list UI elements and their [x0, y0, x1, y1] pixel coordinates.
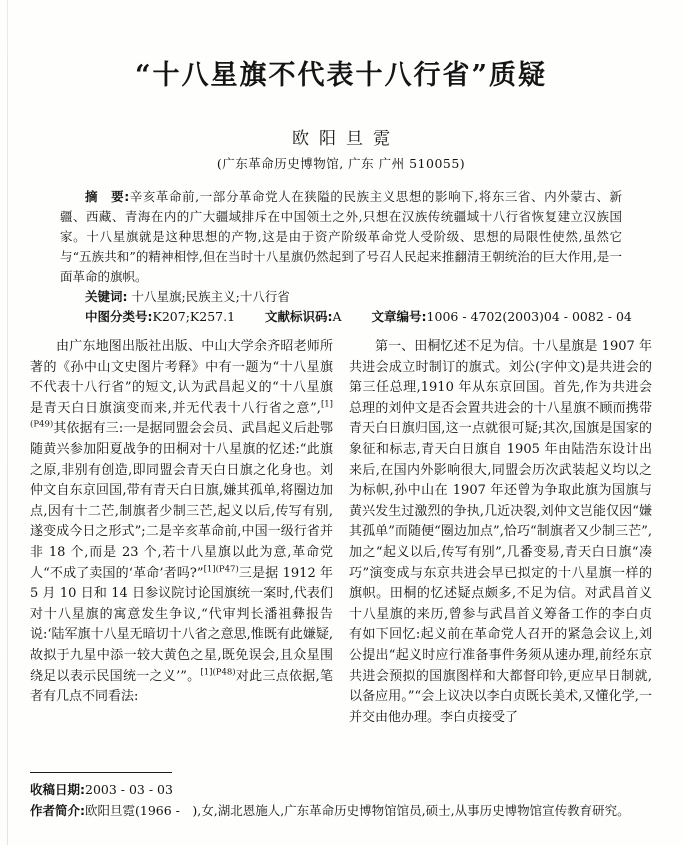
received-date-value: 2003 - 03 - 03 [85, 782, 173, 797]
citation-ref: [1](P48) [200, 667, 236, 678]
author-affiliation: (广东革命历史博物馆, 广东 广州 510055) [216, 156, 466, 171]
abstract-text: 辛亥革命前,一部分革命党人在狭隘的民族主义思想的影响下,将东三省、内外蒙古、新疆、西藏、青海在内的广大疆域排斥在中国领土之外,只想在汉族传统疆域十八行省恢复建立汉族国家。十八星旗就是这种思想的产物,这是由于资产阶级革命党人受阶级、思想的局限性使然,虽然它与“五族共和”的精神相悖,但在当时十八星旗仍然起到了号召人民起来推翻清王朝统治的巨大作用,是一面革命的旗帜。 [60, 189, 622, 284]
received-date [30, 779, 652, 800]
article-id-value: 1006 - 4702(2003)04 - 0082 - 04 [426, 309, 632, 324]
author-bio-value: 欧阳旦霓(1966 - ),女,湖北恩施人,广东革命历史博物馆馆员,硕士,从事历史博物馆宣传教育研究。 [85, 803, 630, 818]
document-code-label: 文献标识码: [265, 309, 333, 324]
classification-line [60, 307, 632, 327]
citation-ref: [1](P47) [203, 564, 239, 575]
received-date-label: 收稿日期: [30, 782, 85, 797]
author-bio [30, 800, 652, 821]
document-code [265, 309, 342, 324]
clc-number [85, 309, 235, 324]
citation-ref: [1](P49) [30, 399, 333, 431]
keywords-label: 关键词: [85, 289, 128, 304]
abstract-label: 摘 要: [85, 189, 130, 204]
abstract [60, 187, 622, 287]
clc-label: 中图分类号: [85, 309, 153, 324]
keywords-text: 十八星旗;民族主义;十八行省 [127, 289, 290, 304]
clc-value: K207;K257.1 [152, 309, 236, 324]
right-column [349, 337, 652, 728]
document-code-value: A [332, 309, 342, 324]
author-bio-label: 作者简介: [30, 803, 85, 818]
keywords [60, 287, 622, 307]
author-name: 欧阳旦霓 [292, 129, 400, 149]
body-paragraph: 第一、田桐忆述不足为信。十八星旗是 1907 年共进会成立时制订的旗式。刘公(字仲文)是共进会的第三任总理,1910 年从东京回国。首先,作为共进会总理的刘仲文是否会置共进会的十八星旗不顾而携带青天白日旗归国,这一点就很可疑;其次,国旗是国家的象征和标志,青天白日旗自 1905 年由陆浩东设计出来后,在国内外影响很大,同盟会历次武装起义均以之为标帜,孙中山在 1907 年还曾为争取此旗为国旗与黄兴发生过激烈的争执,几近决裂,刘仲文岂能仅因“嫌其孤单”而随便“圈边加点”,恰巧“制旗者又少制三芒”,加之“起义以后,传写有别”,几番变易,青天白日旗“凑巧”演变成与东京共进会早已拟定的十八星旗一样的旗帜。田桐的忆述疑点颇多,不足为信。对武昌首义十八星旗的来历,曾参与武昌首义筹备工作的李白贞有如下回忆:起义前在革命党人召开的紧急会议上,刘公提出“起义时应行准备事件务须从速办理,前经东京共进会预拟的国旗图样和大都督印钤,更应早日制就,以备应用。”“会上议决以李白贞既长美术,又懂化学,一并交由他办理。李白贞接受了 [349, 339, 652, 725]
footnote-divider [30, 772, 172, 773]
body-columns [30, 337, 652, 728]
front-matter [60, 187, 632, 327]
article-id [372, 309, 632, 324]
paper-title: “十八星旗不代表十八行省”质疑 [134, 60, 548, 91]
left-column [30, 337, 333, 728]
footnote-area [30, 772, 652, 821]
body-paragraph: 由广东地图出版社出版、中山大学余齐昭老师所著的《孙中山文史图片考释》中有一题为“十八星旗不代表十八行省”的短文,认为武昌起义的“十八星旗是青天白日旗演变而来,并无代表十八行省之意”,$^{[1](P49)}$其依据有三:一是据同盟会会员、武昌起义后赴鄂随黄兴参加阳夏战争的田桐对十八星旗的忆述:“此旗之原,非别有创造,即同盟会青天白日旗之化身也。刘仲文自东京回国,带有青天白日旗,嫌其孤单,将圈边加点,因有十二芒,制旗者少制三芒,起义以后,传写有别,遂变成今日之形式”;二是辛亥革命前,中国一级行省并非 18 个,而是 23 个,若十八星旗以此为意,革命党人“不成了卖国的‘革命’者吗?”$^{[1](P47)}$三是据 1912 年 5 月 10 日和 14 日参议院讨论国旗统一案时,代表们对十八星旗的寓意发生争议,“代审判长潘祖彝报告说:‘陆军旗十八星无暗切十八省之意思,惟既有此嫌疑,故拟于九星中添一较大黄色之星,既免误会,且众星围绕足以表示民国统一之义’”。$^{[1](P48)}$对此三点依据,笔者有几点不同看法: [30, 339, 333, 705]
article-id-label: 文章编号: [371, 309, 427, 324]
